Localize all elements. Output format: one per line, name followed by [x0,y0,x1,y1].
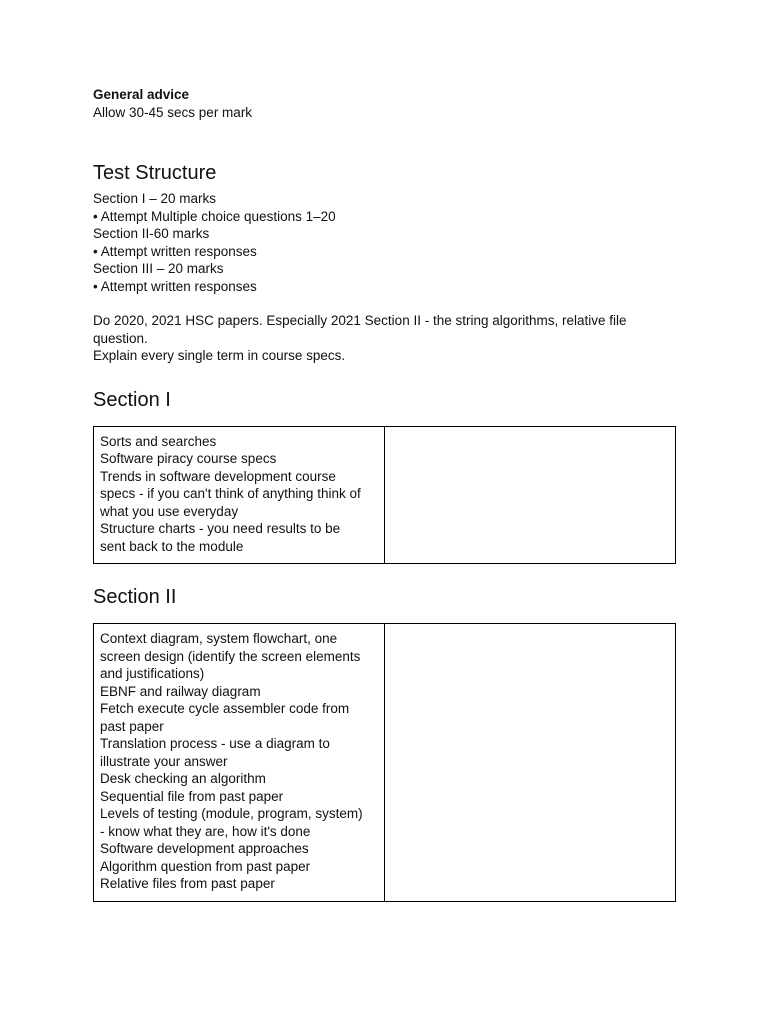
section-2-item: Translation process - use a diagram to [100,736,330,751]
section-2-item: screen design (identify the screen elements [100,648,361,664]
section-2-item: Sequential file from past paper [100,788,284,804]
section-2-item: Relative files from past paper [100,876,275,891]
test-structure-line: • Attempt Multiple choice questions 1–20 [93,208,336,224]
section-2-heading: Section II [93,586,177,608]
notes-line: question. [93,330,148,346]
test-structure-line: • Attempt written responses [93,243,257,259]
document-page [93,86,683,902]
section-1-right-cell [385,427,676,564]
section-1-item: sent back to the module [100,538,244,554]
section-2-item: illustrate your answer [100,753,228,769]
section-2-item: Software development approaches [100,841,309,856]
general-advice-heading: General advice [93,87,190,102]
section-1-item: Structure charts - you need results to be [100,521,341,536]
section-1-item: Sorts and searches [100,433,217,449]
section-2-item: and justifications) [100,666,205,681]
section-1-left-cell [94,427,385,564]
section-2-right-cell [385,624,676,901]
section-1-table [93,426,676,565]
test-structure-list [93,190,683,295]
test-structure-line: • Attempt written responses [93,278,257,294]
test-structure-line: Section II-60 marks [93,226,210,241]
notes-paragraph [93,312,683,365]
notes-line: Do 2020, 2021 HSC papers. Especially 2021 Section II - the string algorithms, relative file [93,313,627,328]
section-2-item: EBNF and railway diagram [100,683,261,699]
test-structure-heading: Test Structure [93,162,217,184]
section-2-item: Context diagram, system flowchart, one [100,631,338,646]
section-2-item: Algorithm question from past paper [100,858,311,874]
section-2-item: Levels of testing (module, program, system) [100,806,363,821]
test-structure-line: Section I – 20 marks [93,191,217,206]
section-2-item: Fetch execute cycle assembler code from [100,701,350,716]
section-1-item: Trends in software development course [100,468,336,484]
section-2-table [93,623,676,902]
general-advice-text: Allow 30-45 secs per mark [93,104,253,120]
section-1-item: what you use everyday [100,503,239,519]
section-1-item: Software piracy course specs [100,451,277,466]
section-2-item: past paper [100,718,164,734]
section-1-item: specs - if you can't think of anything think of [100,486,361,501]
test-structure-line: Section III – 20 marks [93,261,224,276]
section-1-heading: Section I [93,388,171,411]
section-2-item: Desk checking an algorithm [100,771,266,786]
section-2-left-cell [94,624,385,901]
section-2-item: - know what they are, how it's done [100,823,311,839]
notes-line: Explain every single term in course specs. [93,348,346,363]
